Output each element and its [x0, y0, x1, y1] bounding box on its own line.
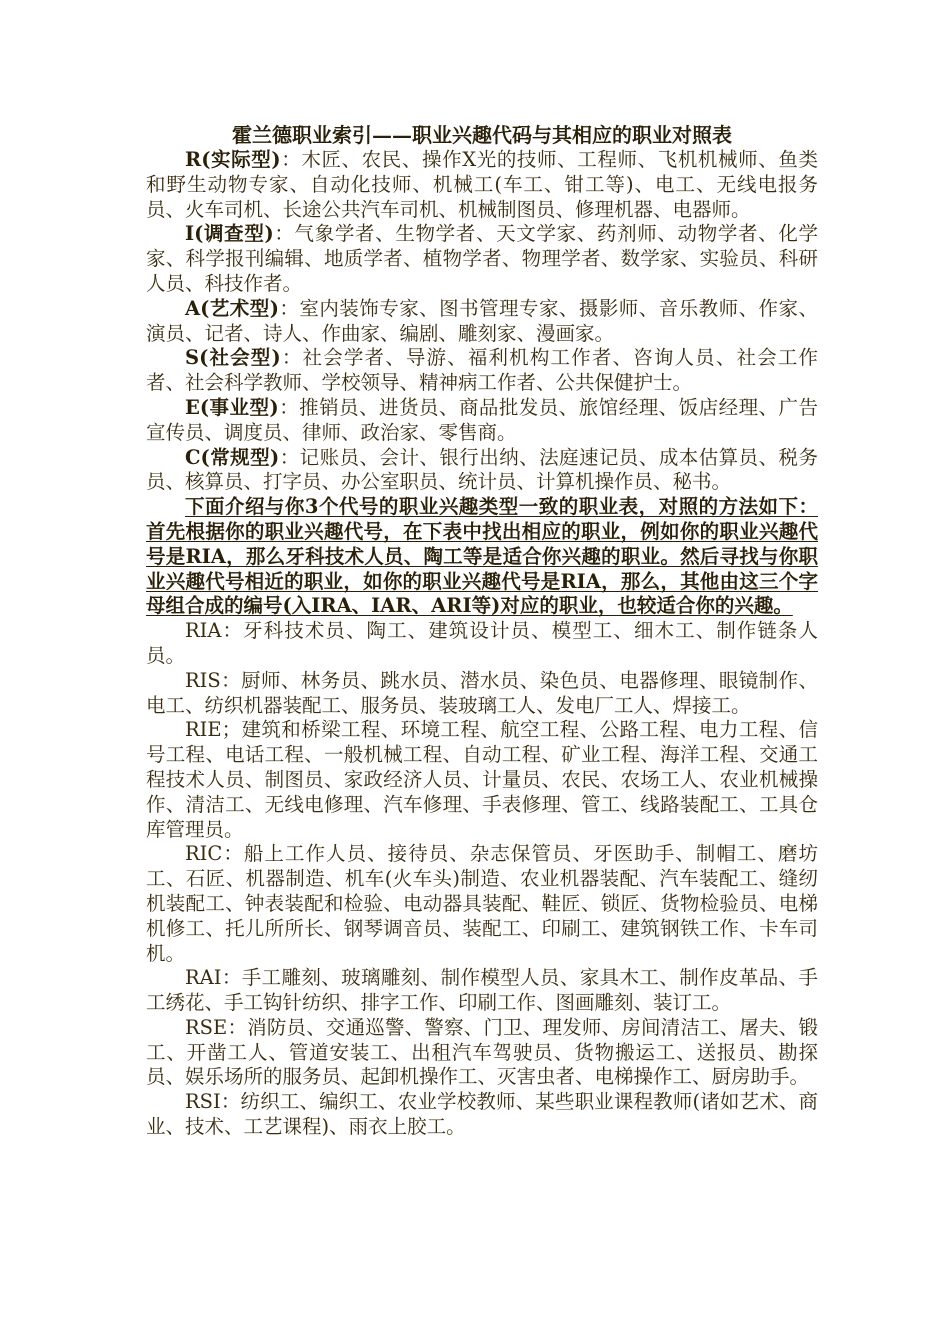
type-e-label: E(事业型): [185, 395, 279, 419]
code-ris-paragraph: RIS：厨师、林务员、跳水员、潜水员、染色员、电器修理、眼镜制作、电工、纺织机器装配工、服务员、装玻璃工人、发电厂工人、焊接工。: [146, 668, 818, 717]
type-a-text: ：室内装饰专家、图书管理专家、摄影师、音乐教师、作家、演员、记者、诗人、作曲家、编剧、雕刻家、漫画家。: [146, 296, 818, 345]
code-ric-paragraph: RIC：船上工作人员、接待员、杂志保管员、牙医助手、制帽工、磨坊工、石匠、机器制造、机车(火车头)制造、农业机器装配、汽车装配工、缝纫机装配工、钟表装配和检验、电动器具装配、鞋匠、锁匠、货物检验员、电梯机修工、托儿所所长、钢琴调音员、装配工、印刷工、建筑钢铁工作、卡车司机。: [146, 842, 818, 965]
type-r-label: R(实际型): [185, 148, 281, 171]
intro-text: 下面介绍与你3个代号的职业兴趣类型一致的职业表，对照的方法如下：首先根据你的职业兴趣代号，在下表中找出相应的职业，例如你的职业兴趣代号是RIA，那么牙科技术人员、陶工等是适合你兴趣的职业。然后寻找与你职业兴趣代号相近的职业，如你的职业兴趣代号是RIA，那么，其他由这三个字母组合成的编号(入IRA、IAR、ARI等)对应的职业，也较适合你的兴趣。: [146, 495, 818, 618]
page-title: 霍兰德职业索引——职业兴趣代码与其相应的职业对照表: [232, 123, 732, 147]
code-ria-paragraph: RIA：牙科技术员、陶工、建筑设计员、模型工、细木工、制作链条人员。: [146, 619, 818, 667]
type-s-paragraph: [146, 346, 818, 396]
type-s-text: ：社会学者、导游、福利机构工作者、咨询人员、社会工作者、社会科学教师、学校领导、精神病工作者、公共保健护士。: [146, 346, 818, 395]
type-s-label: S(社会型): [185, 346, 281, 370]
code-rse-paragraph: RSE：消防员、交通巡警、警察、门卫、理发师、房间清洁工、屠夫、锻工、开凿工人、管道安装工、出租汽车驾驶员、货物搬运工、送报员、勘探员、娱乐场所的服务员、起卸机操作工、灭害虫者、电梯操作工、厨房助手。: [146, 1015, 818, 1089]
type-c-text: ：记账员、会计、银行出纳、法庭速记员、成本估算员、税务员、核算员、打字员、办公室职员、统计员、计算机操作员、秘书。: [146, 445, 818, 494]
type-r-text: ：木匠、农民、操作X光的技师、工程师、飞机机械师、鱼类和野生动物专家、自动化技师、机械工(车工、钳工等)、电工、无线电报务员、火车司机、长途公共汽车司机、机械制图员、修理机器、电器师。: [146, 148, 818, 221]
code-rsi-paragraph: RSI：纺织工、编织工、农业学校教师、某些职业课程教师(诸如艺术、商业、技术、工艺课程)、雨衣上胶工。: [146, 1090, 818, 1139]
code-rie-paragraph: RIE；建筑和桥梁工程、环境工程、航空工程、公路工程、电力工程、信号工程、电话工程、一般机械工程、自动工程、矿业工程、海洋工程、交通工程技术人员、制图员、家政经济人员、计量员、农民、农场工人、农业机械操作、清洁工、无线电修理、汽车修理、手表修理、管工、线路装配工、工具仓库管理员。: [146, 718, 818, 841]
type-i-label: I(调查型): [185, 222, 274, 246]
type-i-paragraph: [146, 222, 818, 296]
type-e-text: ：推销员、进货员、商品批发员、旅馆经理、饭店经理、广告宣传员、调度员、律师、政治家、零售商。: [146, 395, 818, 444]
type-e-paragraph: [146, 396, 818, 446]
type-r-paragraph: [146, 148, 818, 222]
type-a-label: A(艺术型): [185, 296, 279, 320]
document-page: [146, 122, 818, 1140]
intro-paragraph: [146, 495, 818, 619]
code-rai-paragraph: RAI：手工雕刻、玻璃雕刻、制作模型人员、家具木工、制作皮革品、手工绣花、手工钩针纺织、排字工作、印刷工作、图画雕刻、装订工。: [146, 966, 818, 1015]
type-i-text: ：气象学者、生物学者、天文学家、药剂师、动物学者、化学家、科学报刊编辑、地质学者、植物学者、物理学者、数学家、实验员、科研人员、科技作者。: [146, 222, 818, 295]
type-c-paragraph: [146, 446, 818, 496]
type-c-label: C(常规型): [185, 445, 280, 469]
type-a-paragraph: [146, 297, 818, 347]
